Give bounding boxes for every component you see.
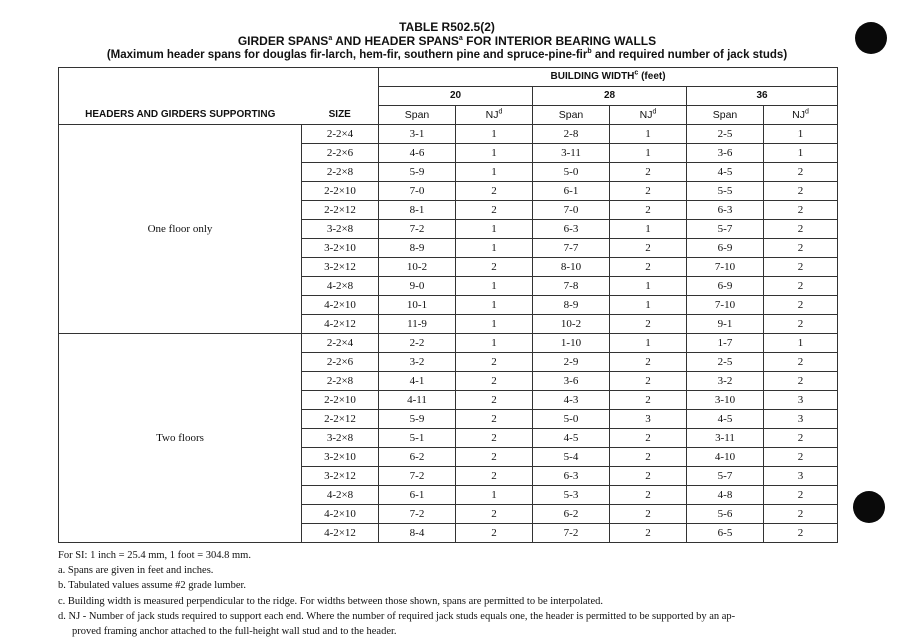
span-header: Span (687, 106, 764, 125)
nj-header: $NJ^d$ (610, 106, 687, 125)
size-cell: 3-2×10 (302, 239, 379, 258)
span-cell: 6-1 (379, 486, 456, 505)
nj-cell: 2 (610, 524, 687, 543)
span-cell: 7-8 (533, 277, 610, 296)
size-cell: 4-2×10 (302, 296, 379, 315)
nj-cell: 2 (456, 505, 533, 524)
nj-cell: 2 (456, 524, 533, 543)
nj-cell: 2 (456, 201, 533, 220)
span-cell: 7-2 (533, 524, 610, 543)
header-span-table (58, 67, 838, 543)
span-cell: 8-9 (533, 296, 610, 315)
size-cell: 2-2×12 (302, 201, 379, 220)
nj-cell: 1 (456, 486, 533, 505)
span-cell: 4-10 (687, 448, 764, 467)
span-cell: 5-9 (379, 163, 456, 182)
size-cell: 3-2×8 (302, 220, 379, 239)
size-cell: 2-2×8 (302, 372, 379, 391)
span-cell: 3-11 (533, 144, 610, 163)
span-cell: 1-10 (533, 334, 610, 353)
span-cell: 2-5 (687, 353, 764, 372)
size-cell: 3-2×12 (302, 258, 379, 277)
nj-cell: 1 (456, 220, 533, 239)
size-cell: 4-2×8 (302, 277, 379, 296)
table-row (59, 334, 838, 353)
span-cell: 8-10 (533, 258, 610, 277)
nj-header: $NJ^d$ (764, 106, 838, 125)
table-row (59, 125, 838, 144)
span-cell: 2-2 (379, 334, 456, 353)
span-cell: 8-1 (379, 201, 456, 220)
table-number: TABLE R502.5(2) (399, 20, 495, 34)
table-title-block (58, 20, 836, 62)
nj-cell: 2 (764, 296, 838, 315)
nj-cell: 2 (610, 505, 687, 524)
span-cell: 5-0 (533, 163, 610, 182)
nj-cell: 1 (610, 277, 687, 296)
table-body (59, 125, 838, 543)
span-cell: 9-1 (687, 315, 764, 334)
span-cell: 2-8 (533, 125, 610, 144)
span-cell: 5-3 (533, 486, 610, 505)
span-cell: 5-4 (533, 448, 610, 467)
nj-cell: 2 (610, 372, 687, 391)
nj-cell: 1 (456, 277, 533, 296)
size-cell: 2-2×4 (302, 334, 379, 353)
size-cell: 3-2×8 (302, 429, 379, 448)
corner-blank (59, 68, 302, 87)
span-cell: 4-1 (379, 372, 456, 391)
span-cell: 7-7 (533, 239, 610, 258)
nj-cell: 2 (610, 258, 687, 277)
nj-cell: 2 (610, 486, 687, 505)
size-cell: 3-2×12 (302, 467, 379, 486)
nj-cell: 2 (764, 505, 838, 524)
span-cell: 4-5 (687, 163, 764, 182)
span-cell: 4-3 (533, 391, 610, 410)
size-cell: 2-2×10 (302, 391, 379, 410)
span-cell: 6-2 (379, 448, 456, 467)
nj-cell: 1 (764, 125, 838, 144)
nj-cell: 2 (610, 201, 687, 220)
nj-cell: 2 (764, 448, 838, 467)
span-cell: 3-2 (379, 353, 456, 372)
span-cell: 3-1 (379, 125, 456, 144)
span-cell: 7-10 (687, 296, 764, 315)
nj-cell: 2 (456, 429, 533, 448)
span-cell: 1-7 (687, 334, 764, 353)
span-cell: 4-11 (379, 391, 456, 410)
width-20-header: 20 (379, 87, 533, 106)
span-cell: 10-2 (533, 315, 610, 334)
size-column-header: SIZE (302, 106, 379, 125)
span-cell: 3-11 (687, 429, 764, 448)
span-cell: 4-8 (687, 486, 764, 505)
span-cell: 5-6 (687, 505, 764, 524)
size-cell: 3-2×10 (302, 448, 379, 467)
span-cell: 5-7 (687, 220, 764, 239)
table-subtitle: (Maximum header spans for douglas fir-larch, hem-fir, southern pine and spruce-pine-fir$^b$ and required number of jack studs) (106, 48, 788, 61)
span-cell: 6-5 (687, 524, 764, 543)
span-cell: 2-5 (687, 125, 764, 144)
span-cell: 8-4 (379, 524, 456, 543)
nj-cell: 2 (456, 448, 533, 467)
nj-cell: 2 (764, 220, 838, 239)
nj-cell: 2 (764, 524, 838, 543)
span-cell: 6-1 (533, 182, 610, 201)
si-note: For SI: 1 inch = 25.4 mm, 1 foot = 304.8 mm. (58, 550, 251, 561)
size-cell: 2-2×6 (302, 144, 379, 163)
nj-cell: 2 (456, 372, 533, 391)
size-cell: 2-2×4 (302, 125, 379, 144)
nj-cell: 1 (456, 239, 533, 258)
span-cell: 5-7 (687, 467, 764, 486)
nj-cell: 2 (456, 410, 533, 429)
nj-cell: 3 (764, 391, 838, 410)
nj-cell: 1 (764, 144, 838, 163)
nj-cell: 2 (610, 467, 687, 486)
nj-cell: 2 (456, 182, 533, 201)
nj-cell: 2 (764, 486, 838, 505)
size-cell: 2-2×8 (302, 163, 379, 182)
nj-cell: 1 (610, 125, 687, 144)
span-cell: 3-2 (687, 372, 764, 391)
size-cell: 4-2×12 (302, 315, 379, 334)
span-cell: 6-3 (687, 201, 764, 220)
nj-cell: 2 (456, 353, 533, 372)
nj-cell: 1 (456, 144, 533, 163)
span-cell: 4-6 (379, 144, 456, 163)
nj-cell: 2 (456, 467, 533, 486)
nj-cell: 2 (610, 353, 687, 372)
building-width-header: BUILDING WIDTH$^c$ (feet) (379, 68, 838, 87)
size-header-blank (302, 68, 379, 87)
nj-cell: 2 (610, 448, 687, 467)
nj-cell: 2 (764, 429, 838, 448)
nj-cell: 1 (456, 125, 533, 144)
binder-hole (853, 491, 885, 523)
span-cell: 10-2 (379, 258, 456, 277)
span-cell: 7-2 (379, 505, 456, 524)
span-cell: 3-6 (687, 144, 764, 163)
nj-cell: 3 (610, 410, 687, 429)
width-28-header: 28 (533, 87, 687, 106)
nj-cell: 1 (456, 315, 533, 334)
span-cell: 7-2 (379, 467, 456, 486)
size-cell: 2-2×6 (302, 353, 379, 372)
nj-cell: 1 (456, 163, 533, 182)
span-cell: 11-9 (379, 315, 456, 334)
nj-header: $NJ^d$ (456, 106, 533, 125)
footnote-a: a. Spans are given in feet and inches. (58, 565, 214, 577)
span-cell: 7-2 (379, 220, 456, 239)
nj-cell: 2 (610, 429, 687, 448)
nj-cell: 1 (610, 220, 687, 239)
nj-cell: 1 (610, 296, 687, 315)
span-cell: 2-9 (533, 353, 610, 372)
nj-cell: 2 (764, 277, 838, 296)
span-cell: 5-0 (533, 410, 610, 429)
span-cell: 5-9 (379, 410, 456, 429)
span-cell: 6-3 (533, 220, 610, 239)
size-cell: 2-2×12 (302, 410, 379, 429)
nj-cell: 2 (610, 315, 687, 334)
span-header: Span (533, 106, 610, 125)
nj-cell: 1 (610, 334, 687, 353)
span-header: Span (379, 106, 456, 125)
size-cell: 4-2×12 (302, 524, 379, 543)
binder-hole (855, 22, 887, 54)
nj-cell: 1 (456, 334, 533, 353)
nj-cell: 2 (610, 163, 687, 182)
size-cell: 2-2×10 (302, 182, 379, 201)
table-title: GIRDER SPANS$^a$ AND HEADER SPANS$^a$ FOR INTERIOR BEARING WALLS (237, 34, 657, 48)
span-cell: 9-0 (379, 277, 456, 296)
nj-cell: 2 (764, 201, 838, 220)
nj-cell: 2 (610, 391, 687, 410)
nj-cell: 2 (456, 258, 533, 277)
span-cell: 7-10 (687, 258, 764, 277)
footnote-d: d. NJ - Number of jack studs required to support each end. Where the number of required jack studs equals one, the header is permitted to be supported by an ap- (58, 610, 736, 622)
nj-cell: 1 (764, 334, 838, 353)
nj-cell: 2 (764, 372, 838, 391)
nj-cell: 2 (456, 391, 533, 410)
nj-cell: 2 (764, 353, 838, 372)
nj-cell: 3 (764, 467, 838, 486)
span-cell: 5-1 (379, 429, 456, 448)
span-cell: 6-2 (533, 505, 610, 524)
span-cell: 7-0 (533, 201, 610, 220)
nj-cell: 2 (764, 239, 838, 258)
supporting-column-header: HEADERS AND GIRDERS SUPPORTING (59, 106, 302, 125)
span-cell: 4-5 (533, 429, 610, 448)
span-cell: 6-9 (687, 239, 764, 258)
footnote-d-continued: proved framing anchor attached to the full-height wall stud and to the header. (72, 626, 397, 638)
span-cell: 5-5 (687, 182, 764, 201)
size-cell: 4-2×10 (302, 505, 379, 524)
group-label: One floor only (59, 125, 302, 334)
size-cell: 4-2×8 (302, 486, 379, 505)
span-cell: 3-6 (533, 372, 610, 391)
nj-cell: 1 (610, 144, 687, 163)
span-cell: 6-3 (533, 467, 610, 486)
span-cell: 6-9 (687, 277, 764, 296)
footnote-c: c. Building width is measured perpendicular to the ridge. For widths between those shown, spans are permitted to be interpolated. (58, 595, 603, 607)
nj-cell: 2 (610, 239, 687, 258)
nj-cell: 2 (764, 258, 838, 277)
nj-cell: 3 (764, 410, 838, 429)
nj-cell: 2 (610, 182, 687, 201)
span-cell: 8-9 (379, 239, 456, 258)
nj-cell: 2 (764, 182, 838, 201)
span-cell: 10-1 (379, 296, 456, 315)
span-cell: 3-10 (687, 391, 764, 410)
nj-cell: 2 (764, 315, 838, 334)
width-36-header: 36 (687, 87, 838, 106)
nj-cell: 2 (764, 163, 838, 182)
span-cell: 7-0 (379, 182, 456, 201)
nj-cell: 1 (456, 296, 533, 315)
group-label: Two floors (59, 334, 302, 543)
span-cell: 4-5 (687, 410, 764, 429)
footnotes (58, 548, 858, 639)
footnote-b: b. Tabulated values assume #2 grade lumber. (58, 580, 247, 592)
